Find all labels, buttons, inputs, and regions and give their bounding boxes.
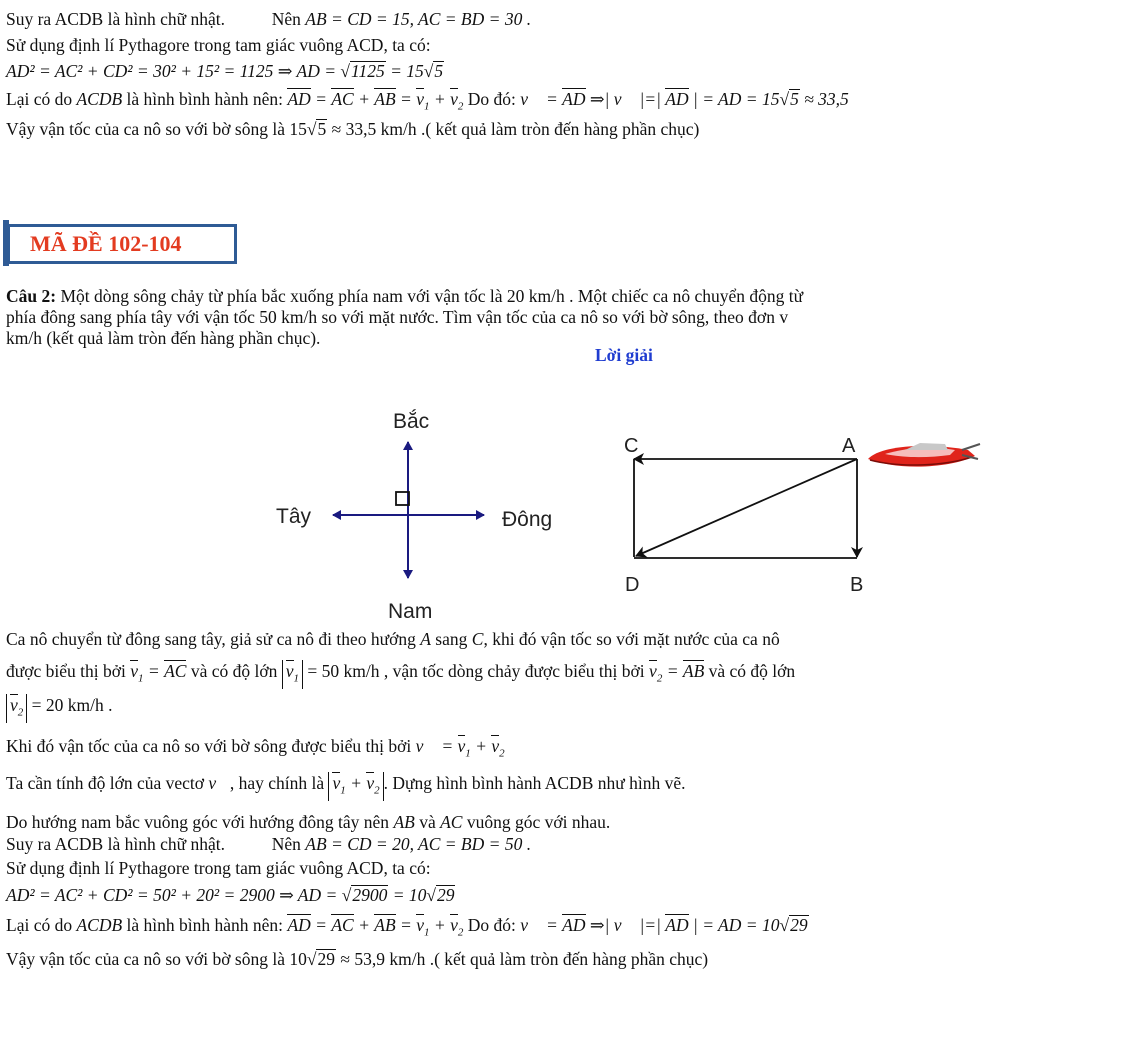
sentence: Lại có do: [6, 89, 73, 109]
sentence: được biểu thị bởi: [6, 661, 126, 681]
math-expression: AB = CD = 15, AC = BD = 30 .: [305, 9, 532, 29]
sentence: = 50 km/h , vận tốc dòng chảy được biểu thị bởi: [307, 661, 645, 681]
sentence: Suy ra ACDB là hình chữ nhật.: [6, 9, 225, 29]
text-line: [6, 772, 1128, 801]
sqrt-symbol: √29: [426, 885, 455, 905]
label-c: C: [624, 435, 639, 457]
math-expression: C: [471, 629, 484, 649]
math-line: [6, 884, 1128, 906]
sentence: ≈ 53,9 km/h .( kết quả làm tròn đến hàng phần chục): [335, 949, 709, 969]
radicand: 29: [436, 885, 455, 905]
absolute-value: $v_2$: [6, 694, 27, 723]
math-expression: AD² = AC² + CD² = 50² + 20² = 2900 ⇒ AD =: [6, 885, 342, 905]
sentence: Do hướng nam bắc vuông góc với hướng đông tây nên: [6, 812, 390, 832]
math-expression: AD² = AC² + CD² = 30² + 15² = 1125 ⇒ AD =: [6, 61, 341, 81]
sqrt-symbol: √2900: [341, 885, 388, 905]
sqrt-symbol: √5: [306, 119, 327, 139]
math-expression: = AD = 10: [702, 915, 780, 935]
sentence: và: [419, 812, 436, 832]
math-expression: = AD = 15: [702, 89, 780, 109]
text-line: [6, 857, 1128, 879]
text-line: [6, 948, 1128, 970]
label-south: Nam: [388, 600, 433, 623]
math-line: [6, 60, 1128, 82]
question-label: Câu 2:: [6, 286, 57, 306]
label-a: A: [842, 435, 856, 457]
sentence: và có độ lớn: [708, 661, 796, 681]
solution-heading: Lời giải: [595, 345, 653, 365]
vector-diagram: [624, 435, 863, 596]
sentence: và có độ lớn: [190, 661, 278, 681]
sqrt-symbol: √29: [779, 915, 808, 935]
section-header: [7, 224, 237, 264]
math-expression: ACDB: [76, 915, 123, 935]
vector-equation: $v_2$ = AB: [649, 661, 705, 685]
sentence: , hay chính là: [229, 773, 325, 793]
vector-symbol: v⃗: [208, 773, 230, 793]
vector-ad: [636, 459, 857, 556]
sentence: ≈ 33,5 km/h .( kết quả làm tròn đến hàng phần chục): [327, 119, 700, 139]
figure: [0, 360, 1128, 625]
text-line: [6, 628, 1128, 650]
text-line: [6, 735, 1128, 765]
text-line: [6, 88, 1128, 118]
text-line: [6, 811, 1128, 833]
vector-equation: v⃗ = AD ⇒| v⃗ |=| AD |: [520, 915, 703, 935]
label-b: B: [850, 574, 864, 596]
sentence: là hình bình hành nên:: [126, 915, 284, 935]
sentence: Lại có do: [6, 915, 73, 935]
sentence: Nên: [271, 9, 301, 29]
text-line: [6, 914, 1128, 944]
sentence: là hình bình hành nên:: [126, 89, 284, 109]
text-line: [6, 833, 1128, 855]
section-title: MÃ ĐỀ 102-104: [30, 231, 182, 256]
label-west: Tây: [276, 505, 312, 528]
question-line: [6, 306, 1128, 328]
sentence: sang: [435, 629, 468, 649]
sentence: , khi đó vận tốc so với mặt nước của ca nô: [483, 629, 780, 649]
math-expression: = 15: [385, 61, 424, 81]
speedboat-icon: [868, 443, 980, 467]
vector-equation: AD = AC + AB = $v_1 + v_2$: [287, 89, 464, 113]
sentence: Nên: [271, 834, 301, 854]
vector-equation: v⃗ = $v_1 + v_2$: [415, 736, 505, 760]
math-expression: = 10: [388, 885, 427, 905]
question-line: [6, 285, 1128, 307]
radicand: 2900: [352, 885, 388, 905]
compass: [276, 410, 552, 623]
sentence: Ta cần tính độ lớn của vectơ: [6, 773, 205, 793]
sentence: Khi đó vận tốc của ca nô so với bờ sông được biểu thị bởi: [6, 736, 412, 756]
sentence: Sử dụng định lí Pythagore trong tam giác vuông ACD, ta có:: [6, 35, 431, 55]
question-text: phía đông sang phía tây với vận tốc 50 km/h so với mặt nước. Tìm vận tốc của ca nô so với bờ sông, theo đơn v: [6, 307, 789, 327]
radicand: 1125: [351, 61, 385, 81]
sentence: . Dựng hình bình hành ACDB như hình vẽ.: [383, 773, 686, 793]
absolute-value: $v_1 + v_2$: [328, 772, 383, 801]
sentence: Ca nô chuyển từ đông sang tây, giả sử ca nô đi theo hướng: [6, 629, 416, 649]
label-east: Đông: [502, 508, 553, 531]
vector-equation: $v_1$ = AC: [130, 661, 187, 685]
radicand: 5: [434, 61, 444, 81]
math-expression: ≈ 33,5: [799, 89, 849, 109]
radicand: 29: [317, 949, 335, 969]
text-line: [6, 660, 1128, 690]
sentence: Suy ra ACDB là hình chữ nhật.: [6, 834, 225, 854]
sqrt-symbol: √1125: [340, 61, 385, 81]
question-line: [6, 327, 1128, 349]
label-north: Bắc: [393, 410, 430, 433]
vector-equation: AD = AC + AB = $v_1 + v_2$: [287, 915, 464, 939]
math-expression: AC: [440, 812, 463, 832]
math-expression: AB: [393, 812, 415, 832]
label-d: D: [625, 574, 640, 596]
question-text: km/h (kết quả làm tròn đến hàng phần chục).: [6, 328, 321, 348]
text-line: [6, 34, 1128, 56]
text-line: [6, 694, 1128, 723]
absolute-value: $v_1$: [282, 660, 303, 689]
sentence: Do đó:: [467, 915, 516, 935]
sqrt-symbol: √5: [423, 61, 444, 81]
text-line: [6, 118, 1128, 140]
sentence: Vậy vận tốc của ca nô so với bờ sông là 15: [6, 119, 307, 139]
math-expression: A: [420, 629, 431, 649]
text-line: [6, 8, 1128, 30]
question-text: Một dòng sông chảy từ phía bắc xuống phía nam với vận tốc là 20 km/h . Một chiếc ca nô chuyển động từ: [56, 286, 804, 306]
sqrt-symbol: √29: [306, 949, 335, 969]
radicand: 29: [790, 915, 808, 935]
sqrt-symbol: √5: [779, 89, 799, 109]
vector-equation: v⃗ = AD ⇒| v⃗ |=| AD |: [520, 89, 703, 109]
sentence: Do đó:: [467, 89, 516, 109]
radicand: 5: [317, 119, 327, 139]
math-expression: AB = CD = 20, AC = BD = 50 .: [305, 834, 532, 854]
sentence: Sử dụng định lí Pythagore trong tam giác vuông ACD, ta có:: [6, 858, 431, 878]
sentence: Vậy vận tốc của ca nô so với bờ sông là 10: [6, 949, 307, 969]
sentence: vuông góc với nhau.: [466, 812, 611, 832]
sentence: = 20 km/h .: [31, 695, 113, 715]
radicand: 5: [790, 89, 799, 109]
math-expression: ACDB: [76, 89, 123, 109]
